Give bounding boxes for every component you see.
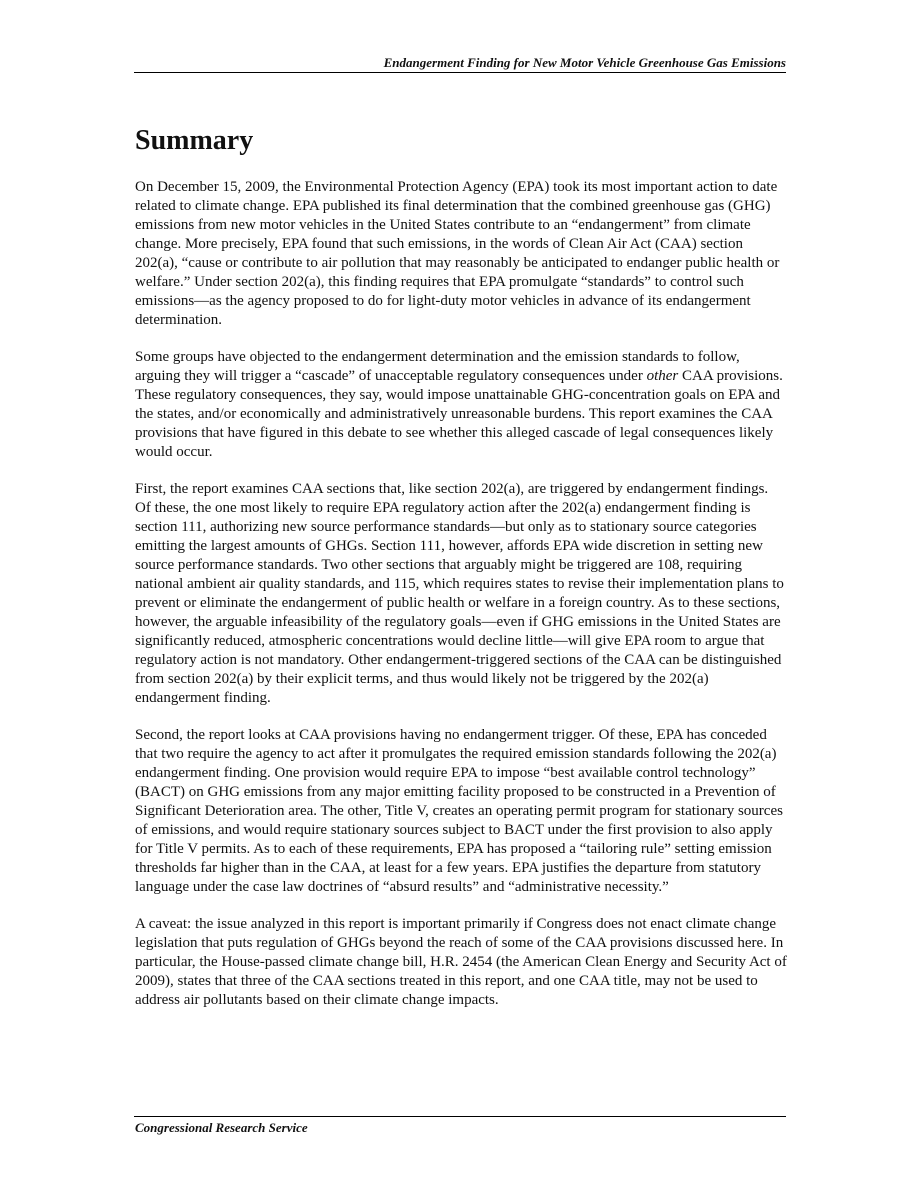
paragraph-2-text-before: Some groups have objected to the endangerment determination and the emission standards to follow, arguing they will trigger a “cascade” of unacceptable regulatory consequences under xyxy=(135,349,740,384)
header-divider xyxy=(134,72,786,73)
paragraph-4: Second, the report looks at CAA provisions having no endangerment trigger. Of these, EPA has conceded that two require the agency to act after it promulgates the required emission standards following the 202(a) endangerment finding. One provision would require EPA to impose “best available control technology” (BACT) on GHG emissions from any major emitting facility proposed to be constructed in a Prevention of Significant Deterioration area. The other, Title V, creates an operating permit program for stationary sources of emissions, and would require stationary sources subject to BACT under the first provision to also apply for Title V permits. As to each of these requirements, EPA has proposed a “tailoring rule” setting emission thresholds far higher than in the CAA, at least for a few years. EPA justifies the departure from statutory language under the case law doctrines of “absurd results” and “administrative necessity.” xyxy=(135,727,783,895)
paragraph-2-emphasis: other xyxy=(646,368,679,384)
paragraph-5: A caveat: the issue analyzed in this report is important primarily if Congress does not enact climate change legislation that puts regulation of GHGs beyond the reach of some of the CAA provisions discussed here. In particular, the House-passed climate change bill, H.R. 2454 (the American Clean Energy and Security Act of 2009), states that three of the CAA sections treated in this report, and one CAA title, may not be used to address air pollutants based on their climate change impacts. xyxy=(135,916,787,1008)
footer-source: Congressional Research Service xyxy=(135,1120,308,1135)
footer-divider xyxy=(134,1116,786,1117)
summary-body xyxy=(135,178,787,1028)
page-title: Summary xyxy=(135,125,254,156)
paragraph-1: On December 15, 2009, the Environmental Protection Agency (EPA) took its most important action to date related to climate change. EPA published its final determination that the combined greenhouse gas (GHG) emissions from new motor vehicles in the United States contribute to an “endangerment” from climate change. More precisely, EPA found that such emissions, in the words of Clean Air Act (CAA) section 202(a), “cause or contribute to air pollution that may reasonably be anticipated to endanger public health or welfare.” Under section 202(a), this finding requires that EPA promulgate “standards” to control such emissions—as the agency proposed to do for light-duty motor vehicles in advance of its endangerment determination. xyxy=(135,179,780,328)
paragraph-3: First, the report examines CAA sections that, like section 202(a), are triggered by endangerment findings. Of these, the one most likely to require EPA regulatory action after the 202(a) endangerment finding is section 111, authorizing new source performance standards—but only as to stationary source categories emitting the largest amounts of GHGs. Section 111, however, affords EPA wide discretion in setting new source performance standards. Two other sections that arguably might be triggered are 108, requiring national ambient air quality standards, and 115, which requires states to revise their implementation plans to prevent or eliminate the endangerment of public health or welfare in a foreign country. As to these sections, however, the arguable infeasibility of the regulatory goals—even if GHG emissions in the United States are significantly reduced, atmospheric concentrations would decline little—will give EPA room to argue that regulatory action is not mandatory. Other endangerment-triggered sections of the CAA can be distinguished from section 202(a) by their explicit terms, and thus would likely not be triggered by the 202(a) endangerment finding. xyxy=(135,481,784,706)
paragraph-2-text-after: CAA provisions. These regulatory consequences, they say, would impose unattainable GHG-concentration goals on EPA and the states, and/or economically and administratively unreasonable burdens. This report examines the CAA provisions that have figured in this debate to see whether this alleged cascade of legal consequences likely would occur. xyxy=(135,368,783,460)
running-header: Endangerment Finding for New Motor Vehicle Greenhouse Gas Emissions xyxy=(383,55,786,70)
paragraph-2 xyxy=(135,348,787,462)
